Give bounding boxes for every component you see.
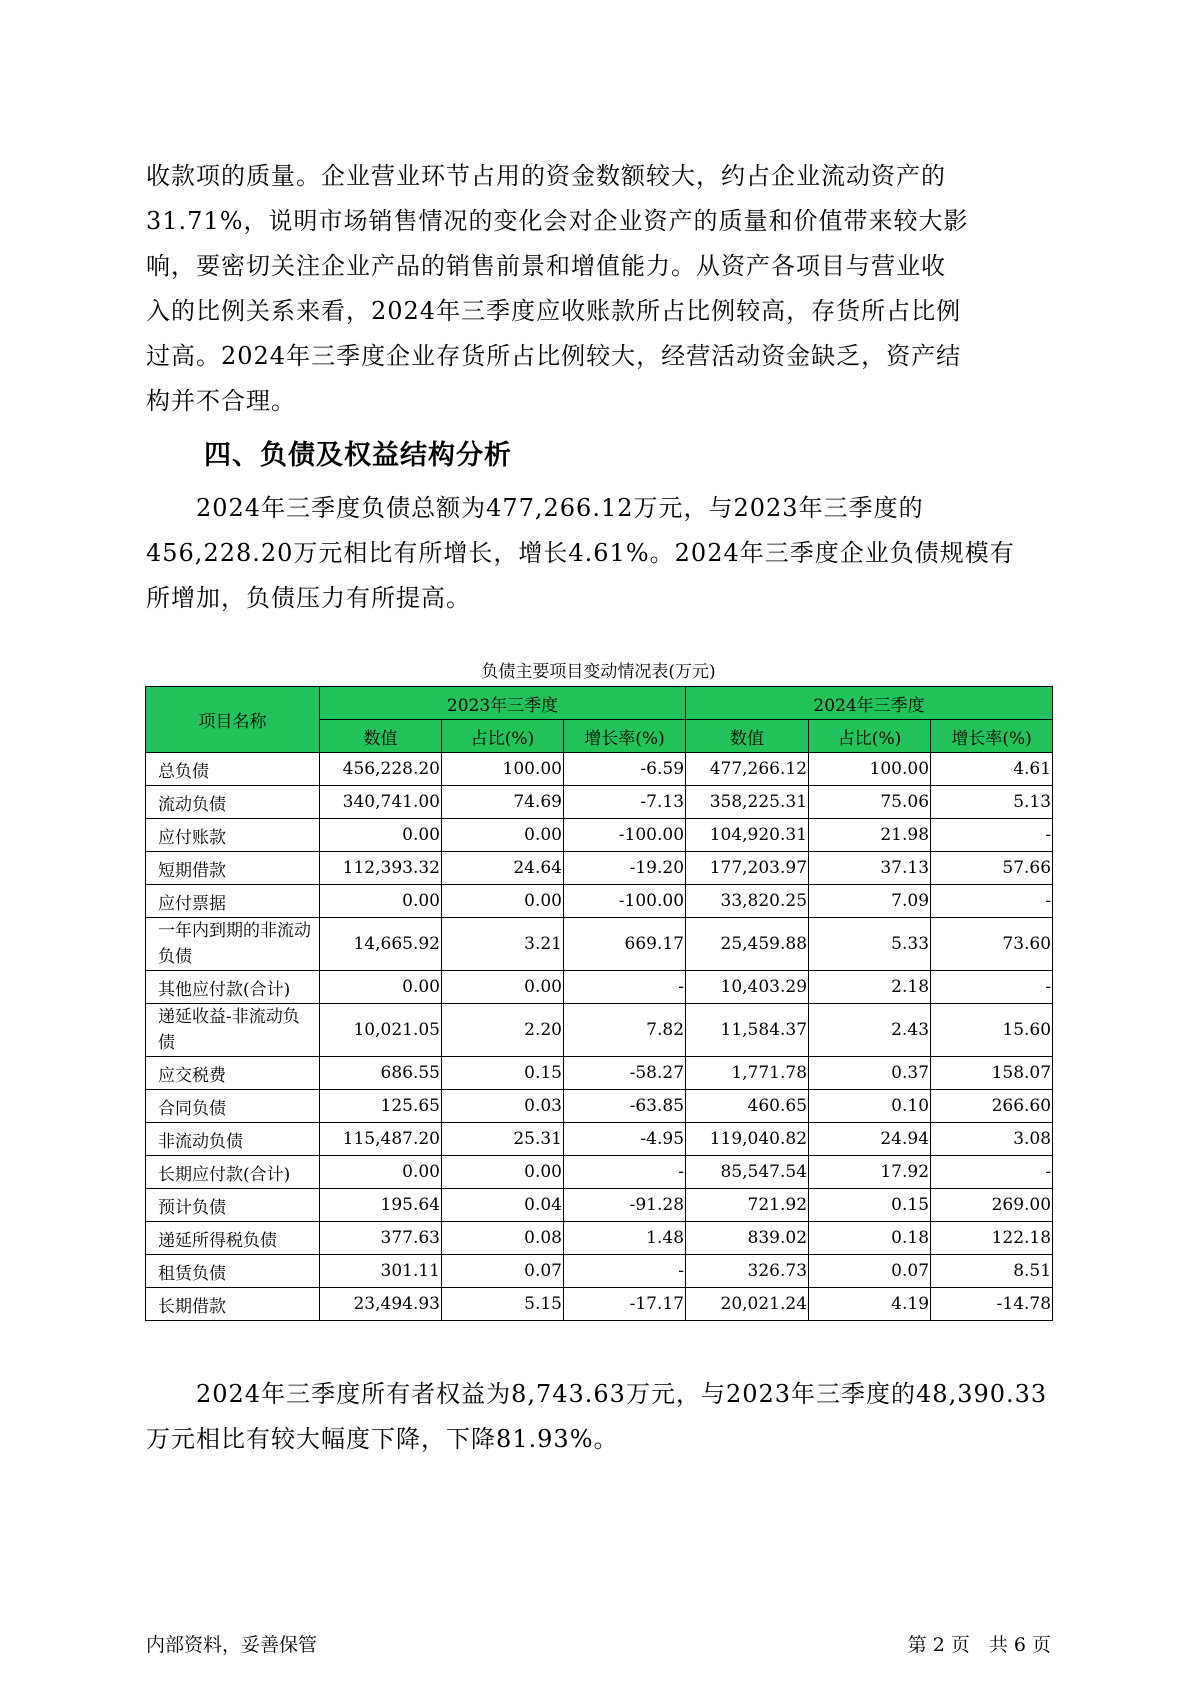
table-cell: 115,487.20	[320, 1123, 442, 1156]
table-cell: 7.82	[564, 1004, 686, 1057]
table-cell: 0.00	[320, 885, 442, 918]
table-cell: -	[564, 1156, 686, 1189]
table-cell: 112,393.32	[320, 852, 442, 885]
table-cell: 7.09	[809, 885, 931, 918]
table-row	[146, 1288, 1053, 1321]
table-cell: -100.00	[564, 819, 686, 852]
header-item-name: 项目名称	[146, 687, 320, 753]
table-cell: 17.92	[809, 1156, 931, 1189]
table-cell: 73.60	[931, 918, 1053, 971]
table-cell: 5.15	[442, 1288, 564, 1321]
table-cell: 37.13	[809, 852, 931, 885]
table-cell: 477,266.12	[686, 753, 809, 786]
table-cell: 0.00	[442, 971, 564, 1004]
subheader-share-2023: 占比(%)	[442, 720, 564, 753]
table-cell: 1.48	[564, 1222, 686, 1255]
text-line: 31.71%，说明市场销售情况的变化会对企业资产的质量和价值带来较大影	[146, 207, 969, 235]
footer-page-number: 第 2 页 共 6 页	[907, 1634, 1051, 1656]
table-cell: 340,741.00	[320, 786, 442, 819]
table-cell: 100.00	[809, 753, 931, 786]
table-cell: 0.08	[442, 1222, 564, 1255]
table-cell: 20,021.24	[686, 1288, 809, 1321]
table-cell: -	[931, 1156, 1053, 1189]
text-line: 收款项的质量。企业营业环节占用的资金数额较大，约占企业流动资产的	[146, 162, 946, 190]
table-cell: 5.13	[931, 786, 1053, 819]
table-cell: 839.02	[686, 1222, 809, 1255]
table-cell: -63.85	[564, 1090, 686, 1123]
table-row	[146, 1189, 1053, 1222]
text-line: 万元相比有较大幅度下降，下降81.93%。	[146, 1425, 619, 1453]
table-cell: -	[564, 1255, 686, 1288]
table-cell: 0.00	[442, 885, 564, 918]
table-cell: 0.15	[442, 1057, 564, 1090]
table-cell: 0.00	[320, 819, 442, 852]
table-row	[146, 786, 1053, 819]
table-cell: 3.21	[442, 918, 564, 971]
row-item-name: 短期借款	[146, 852, 320, 885]
table-cell: 3.08	[931, 1123, 1053, 1156]
table-cell: 460.65	[686, 1090, 809, 1123]
text-line: 456,228.20万元相比有所增长，增长4.61%。2024年三季度企业负债规模有	[146, 539, 1015, 567]
table-cell: -91.28	[564, 1189, 686, 1222]
table-cell: 75.06	[809, 786, 931, 819]
table-cell: 0.15	[809, 1189, 931, 1222]
subheader-value-2023: 数值	[320, 720, 442, 753]
table-cell: 104,920.31	[686, 819, 809, 852]
subheader-value-2024: 数值	[686, 720, 809, 753]
table-row	[146, 885, 1053, 918]
table-cell: 0.00	[442, 819, 564, 852]
table-cell: 24.94	[809, 1123, 931, 1156]
section-heading: 四、负债及权益结构分析	[204, 440, 512, 471]
table-cell: 0.37	[809, 1057, 931, 1090]
table-cell: 0.07	[809, 1255, 931, 1288]
table-cell: 0.00	[320, 971, 442, 1004]
table-cell: -	[931, 971, 1053, 1004]
table-row	[146, 1156, 1053, 1189]
table-cell: 74.69	[442, 786, 564, 819]
table-caption: 负债主要项目变动情况表(万元)	[481, 662, 716, 682]
row-item-name: 非流动负债	[146, 1123, 320, 1156]
table-row	[146, 1090, 1053, 1123]
table-cell: 358,225.31	[686, 786, 809, 819]
table-cell: 721.92	[686, 1189, 809, 1222]
text-line: 入的比例关系来看，2024年三季度应收账款所占比例较高，存货所占比例	[146, 297, 962, 325]
table-row	[146, 1123, 1053, 1156]
table-row	[146, 1004, 1053, 1057]
table-cell: -	[931, 819, 1053, 852]
table-cell: 686.55	[320, 1057, 442, 1090]
table-cell: 301.11	[320, 1255, 442, 1288]
table-cell: 85,547.54	[686, 1156, 809, 1189]
row-item-name: 其他应付款(合计)	[146, 971, 320, 1004]
table-cell: -	[564, 971, 686, 1004]
table-cell: 158.07	[931, 1057, 1053, 1090]
row-item-name: 递延收益-非流动负债	[146, 1004, 320, 1057]
table-cell: -	[931, 885, 1053, 918]
table-row	[146, 819, 1053, 852]
text-line: 所增加，负债压力有所提高。	[146, 584, 471, 612]
subheader-growth-2024: 增长率(%)	[931, 720, 1053, 753]
text-line: 响，要密切关注企业产品的销售前景和增值能力。从资产各项目与营业收	[146, 252, 946, 280]
row-item-name: 递延所得税负债	[146, 1222, 320, 1255]
table-cell: 25.31	[442, 1123, 564, 1156]
paragraph-asset-quality	[146, 154, 1051, 424]
paragraph-liability-total	[146, 486, 1051, 621]
table-cell: 326.73	[686, 1255, 809, 1288]
table-cell: 266.60	[931, 1090, 1053, 1123]
table-cell: 0.18	[809, 1222, 931, 1255]
row-item-name: 应付账款	[146, 819, 320, 852]
footer-confidential-note: 内部资料，妥善保管	[146, 1634, 318, 1656]
row-item-name: 一年内到期的非流动负债	[146, 918, 320, 971]
table-row	[146, 1255, 1053, 1288]
table-row	[146, 971, 1053, 1004]
table-cell: 33,820.25	[686, 885, 809, 918]
row-item-name: 长期应付款(合计)	[146, 1156, 320, 1189]
text-line: 2024年三季度所有者权益为8,743.63万元，与2023年三季度的48,390.33	[146, 1380, 1048, 1408]
row-item-name: 预计负债	[146, 1189, 320, 1222]
table-cell: 4.61	[931, 753, 1053, 786]
table-cell: 269.00	[931, 1189, 1053, 1222]
table-row	[146, 852, 1053, 885]
table-cell: 177,203.97	[686, 852, 809, 885]
row-item-name: 长期借款	[146, 1288, 320, 1321]
table-cell: 100.00	[442, 753, 564, 786]
table-cell: 23,494.93	[320, 1288, 442, 1321]
table-cell: -17.17	[564, 1288, 686, 1321]
table-cell: 4.19	[809, 1288, 931, 1321]
table-cell: 0.00	[320, 1156, 442, 1189]
paragraph-equity	[146, 1372, 1051, 1462]
table-cell: -6.59	[564, 753, 686, 786]
table-cell: 1,771.78	[686, 1057, 809, 1090]
table-cell: -100.00	[564, 885, 686, 918]
table-cell: -4.95	[564, 1123, 686, 1156]
header-group-2024: 2024年三季度	[686, 687, 1053, 720]
table-cell: 10,021.05	[320, 1004, 442, 1057]
table-cell: 5.33	[809, 918, 931, 971]
row-item-name: 应付票据	[146, 885, 320, 918]
table-row	[146, 753, 1053, 786]
table-cell: -19.20	[564, 852, 686, 885]
table-cell: 57.66	[931, 852, 1053, 885]
table-cell: -7.13	[564, 786, 686, 819]
table-cell: -14.78	[931, 1288, 1053, 1321]
table-cell: 456,228.20	[320, 753, 442, 786]
row-item-name: 应交税费	[146, 1057, 320, 1090]
table-cell: 0.10	[809, 1090, 931, 1123]
header-group-2023: 2023年三季度	[320, 687, 686, 720]
table-cell: 2.43	[809, 1004, 931, 1057]
subheader-growth-2023: 增长率(%)	[564, 720, 686, 753]
table-cell: 25,459.88	[686, 918, 809, 971]
table-cell: 14,665.92	[320, 918, 442, 971]
row-item-name: 租赁负债	[146, 1255, 320, 1288]
table-cell: 10,403.29	[686, 971, 809, 1004]
table-cell: 2.18	[809, 971, 931, 1004]
table-row	[146, 918, 1053, 971]
table-cell: 24.64	[442, 852, 564, 885]
liability-table	[145, 686, 1053, 1321]
subheader-share-2024: 占比(%)	[809, 720, 931, 753]
text-line: 构并不合理。	[146, 387, 296, 415]
table-row	[146, 1222, 1053, 1255]
table-row	[146, 1057, 1053, 1090]
table-cell: 2.20	[442, 1004, 564, 1057]
table-cell: 125.65	[320, 1090, 442, 1123]
row-item-name: 流动负债	[146, 786, 320, 819]
table-cell: 0.00	[442, 1156, 564, 1189]
table-cell: 0.04	[442, 1189, 564, 1222]
table-cell: 122.18	[931, 1222, 1053, 1255]
table-cell: 8.51	[931, 1255, 1053, 1288]
table-cell: 119,040.82	[686, 1123, 809, 1156]
table-cell: 11,584.37	[686, 1004, 809, 1057]
table-cell: 0.07	[442, 1255, 564, 1288]
table-cell: 669.17	[564, 918, 686, 971]
row-item-name: 总负债	[146, 753, 320, 786]
table-cell: 15.60	[931, 1004, 1053, 1057]
table-cell: 21.98	[809, 819, 931, 852]
text-line: 2024年三季度负债总额为477,266.12万元，与2023年三季度的	[146, 494, 924, 522]
table-cell: 195.64	[320, 1189, 442, 1222]
table-cell: 377.63	[320, 1222, 442, 1255]
table-cell: -58.27	[564, 1057, 686, 1090]
row-item-name: 合同负债	[146, 1090, 320, 1123]
text-line: 过高。2024年三季度企业存货所占比例较大，经营活动资金缺乏，资产结	[146, 342, 962, 370]
table-cell: 0.03	[442, 1090, 564, 1123]
